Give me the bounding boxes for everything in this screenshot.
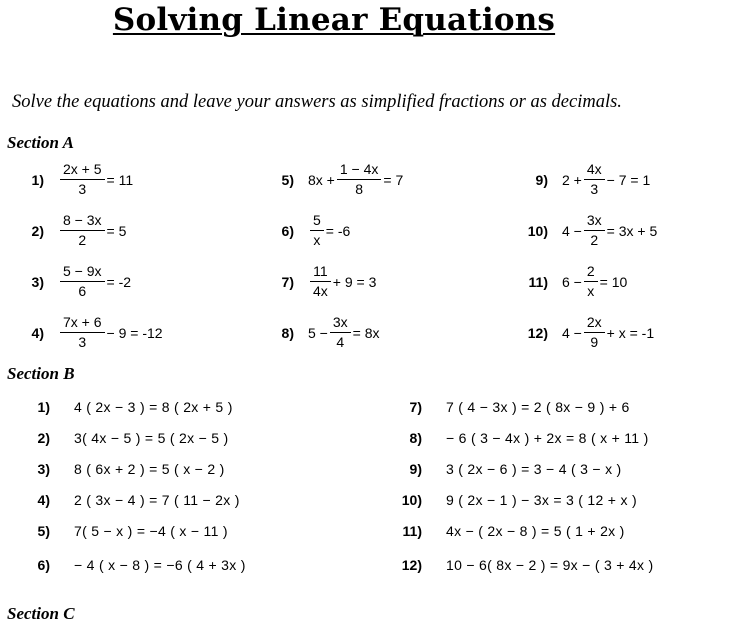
fraction-denominator: 4x [313, 283, 328, 299]
fraction-denominator: 3 [78, 334, 87, 350]
problem-number: 7) [409, 399, 422, 415]
equation [58, 161, 133, 198]
section-a-problem [272, 314, 380, 351]
fraction [60, 314, 105, 351]
fraction [330, 314, 351, 351]
fraction-numerator: 5 − 9x [60, 263, 105, 282]
section-b-problem [10, 491, 240, 509]
fraction [584, 314, 605, 351]
section-a-problem [512, 314, 654, 351]
equation-prefix: 6 − [562, 273, 582, 290]
equation [562, 161, 650, 198]
problem-number: 10) [527, 222, 548, 239]
problem-number: 6) [281, 222, 294, 239]
equation: 4x − ( 2x − 8 ) = 5 ( 1 + 2x ) [446, 523, 625, 539]
section-a-problem [22, 314, 163, 351]
problem-number: 8) [409, 430, 422, 446]
section-b-problem [380, 429, 649, 447]
section-a-problem [22, 263, 131, 300]
section-a-problem [512, 161, 650, 198]
problem-number: 1) [31, 171, 44, 188]
fraction-numerator: 2x + 5 [60, 161, 105, 180]
problem-number: 5) [37, 523, 50, 539]
equation: 4 ( 2x − 3 ) = 8 ( 2x + 5 ) [74, 399, 233, 415]
fraction-denominator: 3 [590, 181, 599, 197]
equation-prefix: 8x + [308, 171, 335, 188]
problem-number: 9) [535, 171, 548, 188]
fraction [584, 161, 605, 198]
equation-prefix: 5 − [308, 324, 328, 341]
equation: 2 ( 3x − 4 ) = 7 ( 11 − 2x ) [74, 492, 240, 508]
equation-prefix: 2 + [562, 171, 582, 188]
section-a-problem [272, 212, 350, 249]
equation: 8 ( 6x + 2 ) = 5 ( x − 2 ) [74, 461, 225, 477]
problem-number: 8) [281, 324, 294, 341]
equation-suffix: = 10 [599, 273, 628, 290]
fraction-denominator: 2 [590, 232, 599, 248]
section-b-problem [10, 556, 246, 574]
fraction-numerator: 5 [310, 212, 324, 231]
fraction [584, 263, 598, 300]
fraction-numerator: 8 − 3x [60, 212, 105, 231]
fraction-denominator: x [313, 232, 321, 248]
equation: 3( 4x − 5 ) = 5 ( 2x − 5 ) [74, 430, 229, 446]
equation [562, 212, 657, 249]
section-a-problem [22, 161, 133, 198]
fraction-numerator: 11 [310, 263, 331, 282]
section-a-problem [272, 263, 376, 300]
problem-number: 11) [402, 523, 422, 539]
problem-number: 4) [31, 324, 44, 341]
section-b-problem [380, 491, 637, 509]
section-a-problem [512, 212, 657, 249]
fraction [60, 212, 105, 249]
equation-prefix: 4 − [562, 222, 582, 239]
page-title: Solving Linear Equations [112, 2, 556, 38]
equation: − 4 ( x − 8 ) = −6 ( 4 + 3x ) [74, 557, 246, 573]
fraction [310, 212, 324, 249]
fraction [584, 212, 605, 249]
fraction-denominator: 2 [78, 232, 87, 248]
problem-number: 7) [281, 273, 294, 290]
section-a-problem [22, 212, 126, 249]
equation-suffix: = 3x + 5 [606, 222, 658, 239]
section-c-heading: Section C [7, 604, 75, 623]
fraction [60, 161, 105, 198]
equation-suffix: = 5 [106, 222, 127, 239]
section-b-problem [380, 398, 630, 416]
equation [58, 212, 126, 249]
problem-number: 3) [31, 273, 44, 290]
section-b-problem [10, 429, 228, 447]
equation-suffix: + x = -1 [606, 324, 655, 341]
fraction-numerator: 1 − 4x [337, 161, 382, 180]
fraction-denominator: x [587, 283, 595, 299]
section-b-problem [380, 460, 622, 478]
section-b-problem [380, 522, 625, 540]
fraction-denominator: 4 [336, 334, 345, 350]
section-b-problem [10, 398, 233, 416]
equation [308, 212, 350, 249]
equation-suffix: − 7 = 1 [606, 171, 651, 188]
fraction-denominator: 9 [590, 334, 599, 350]
equation: − 6 ( 3 − 4x ) + 2x = 8 ( x + 11 ) [446, 430, 649, 446]
section-b-problem [10, 460, 225, 478]
equation [58, 314, 163, 351]
problem-number: 2) [37, 430, 50, 446]
fraction-denominator: 8 [355, 181, 364, 197]
fraction-numerator: 7x + 6 [60, 314, 105, 333]
fraction-numerator: 2x [584, 314, 605, 333]
equation-suffix: = -6 [325, 222, 351, 239]
instructions: Solve the equations and leave your answers as simplified fractions or as decimals. [12, 92, 622, 112]
section-b-problem [10, 522, 228, 540]
section-b-problem [380, 556, 653, 574]
equation-suffix: + 9 = 3 [332, 273, 377, 290]
section-b-heading: Section B [7, 364, 75, 383]
fraction-numerator: 2 [584, 263, 598, 282]
equation: 9 ( 2x − 1 ) − 3x = 3 ( 12 + x ) [446, 492, 637, 508]
fraction [310, 263, 331, 300]
equation-suffix: = -2 [106, 273, 132, 290]
problem-number: 12) [527, 324, 548, 341]
equation-prefix: 4 − [562, 324, 582, 341]
equation [308, 263, 376, 300]
fraction-numerator: 3x [584, 212, 605, 231]
section-a-problem [512, 263, 627, 300]
equation-suffix: = 11 [106, 171, 134, 188]
fraction-denominator: 6 [78, 283, 87, 299]
equation: 10 − 6( 8x − 2 ) = 9x − ( 3 + 4x ) [446, 557, 654, 573]
equation [562, 314, 654, 351]
problem-number: 5) [281, 171, 294, 188]
equation-suffix: = 7 [383, 171, 404, 188]
equation: 7 ( 4 − 3x ) = 2 ( 8x − 9 ) + 6 [446, 399, 630, 415]
section-a-heading: Section A [7, 133, 74, 152]
equation [308, 314, 380, 351]
problem-number: 12) [401, 557, 422, 573]
fraction-denominator: 3 [78, 181, 87, 197]
problem-number: 9) [409, 461, 422, 477]
equation [58, 263, 131, 300]
equation-suffix: = 8x [352, 324, 380, 341]
fraction-numerator: 3x [330, 314, 351, 333]
fraction-numerator: 4x [584, 161, 605, 180]
problem-number: 10) [401, 492, 422, 508]
problem-number: 4) [37, 492, 50, 508]
equation: 7( 5 − x ) = −4 ( x − 11 ) [74, 523, 228, 539]
problem-number: 11) [528, 273, 548, 290]
equation [308, 161, 403, 198]
fraction [337, 161, 382, 198]
fraction [60, 263, 105, 300]
problem-number: 3) [37, 461, 50, 477]
section-a-problem [272, 161, 403, 198]
equation-suffix: − 9 = -12 [106, 324, 163, 341]
problem-number: 6) [37, 557, 50, 573]
equation [562, 263, 627, 300]
problem-number: 2) [31, 222, 44, 239]
equation: 3 ( 2x − 6 ) = 3 − 4 ( 3 − x ) [446, 461, 622, 477]
problem-number: 1) [37, 399, 50, 415]
